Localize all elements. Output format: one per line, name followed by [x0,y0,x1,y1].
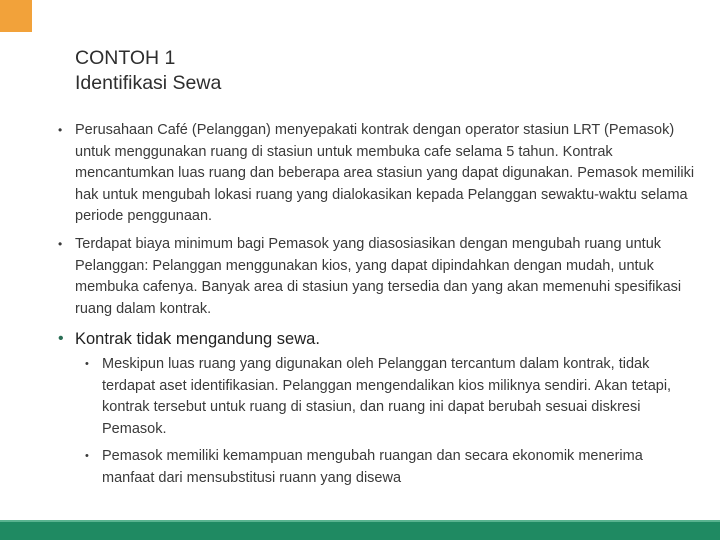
slide-title [75,46,221,96]
footer-bar [0,520,720,540]
bullet-item-2: • Terdapat biaya minimum bagi Pemasok yang diasosiasikan dengan mengubah ruang untuk Pelanggan: Pelanggan menggunakan kios, yang dapat dipindahkan dengan mudah, untuk membuka cafenya. Banyak area di stasiun yang tersedia dan yang akan memenuhi spesifikasi ruang dalam kontrak. [58,234,698,320]
title-line-2: Identifikasi Sewa [75,72,222,94]
bullet-item-3 [58,328,698,350]
title-line-1: CONTOH 1 [75,47,176,69]
bullet-list [58,120,698,350]
bullet-item-3-text: Kontrak tidak mengandung sewa. [75,330,320,349]
sub-bullet-item-2: • Pemasok memiliki kemampuan mengubah ruangan dan secara ekonomik menerima manfaat dari mensubstitusi ruann yang disewa [85,446,685,489]
sub-bullet-list [85,354,685,490]
bullet-item-1: • Perusahaan Café (Pelanggan) menyepakati kontrak dengan operator stasiun LRT (Pemasok) untuk menggunakan ruang di stasiun untuk membuka cafe selama 5 tahun. Kontrak mencantumkan luas ruang dan beberapa area stasiun yang dapat digunakan. Pemasok memiliki hak untuk mengubah lokasi ruang yang dialokasikan kepada Pelanggan sewaktu-waktu selama periode penggunaan. [58,120,698,228]
sub-bullet-item-1: • Meskipun luas ruang yang digunakan oleh Pelanggan tercantum dalam kontrak, tidak terdapat aset identifikasian. Pelanggan mengendalikan kios miliknya sendiri. Akan tetapi, kontrak tersebut untuk ruang di stasiun, dan ruang ini dapat berubah sesuai diskresi Pemasok. [85,354,685,440]
corner-accent [0,0,32,32]
